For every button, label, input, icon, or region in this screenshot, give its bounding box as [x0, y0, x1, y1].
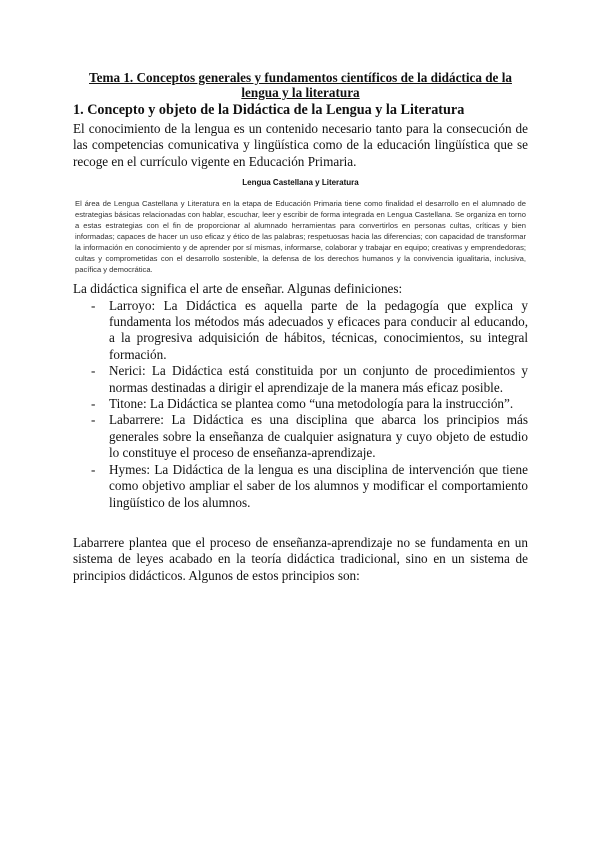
definitions-list — [73, 298, 528, 511]
spacer — [73, 511, 528, 535]
list-item — [91, 461, 528, 511]
definition-nerici: Nerici: La Didáctica está constituida por un conjunto de procedimientos y normas destinadas a dirigir el aprendizaje de la manera más eficaz posible. — [109, 363, 528, 395]
definitions-intro: La didáctica significa el arte de enseñar. Algunas definiciones: — [73, 281, 403, 297]
section-heading: 1. Concepto y objeto de la Didáctica de la Lengua y la Literatura — [73, 102, 465, 118]
list-item — [91, 412, 528, 461]
definition-titone: Titone: La Didáctica se plantea como “una metodología para la instrucción”. — [109, 396, 514, 412]
definition-labarrere: Labarrere: La Didáctica es una disciplina que abarca los principios más generales sobre la enseñanza de cualquier asignatura y cuyo objeto de estudio lo constituye el proceso de enseñanza-aprendizaje. — [109, 412, 528, 461]
list-marker: - — [91, 363, 96, 379]
closing-paragraph: Labarrere plantea que el proceso de enseñanza-aprendizaje no se fundamenta en un sistema de leyes acabado en la teoría didáctica tradicional, sino en un sistema de principios didácticos. Algunos de estos principios son: — [73, 534, 528, 583]
list-marker: - — [91, 297, 96, 313]
definition-larroyo: Larroyo: La Didáctica es aquella parte de la pedagogía que explica y fundamenta los métodos más adecuados y eficaces para conducir al educando, a la progresiva adquisición de hábitos, técnicas, conocimientos, su integral formación. — [109, 297, 528, 362]
list-marker: - — [91, 461, 96, 477]
document-title: Tema 1. Conceptos generales y fundamentos científicos de la didáctica de la lengua y la literatura — [89, 70, 512, 100]
list-marker: - — [91, 396, 96, 412]
intro-paragraph: El conocimiento de la lengua es un contenido necesario tanto para la consecución de las competencias comunicativa y lingüística como de la educación lingüística que se recoge en el currículo vigente en Educación Primaria. — [73, 121, 528, 169]
curriculum-excerpt-figure — [73, 178, 528, 275]
figure-text: El área de Lengua Castellana y Literatura en la etapa de Educación Primaria tiene como finalidad el desarrollo en el alumnado de estrategias básicas relacionadas con hablar, escuchar, leer y escribir de forma integrada en Lengua Castellana. Se organiza en torno a estas estrategias con el fin de proporcionar al alumnado herramientas para convertirlos en personas cultas, críticas y bien informadas; capaces de hacer un uso eficaz y ético de las palabras; respetuosas hacia las diferencias; con capacidad de transformar la información en conocimiento y de aprender por sí mismas, informarse, colaborar y trabajar en equipo; creativas y emprendedoras; cultas y comprometidas con el desarrollo sostenible, la defensa de los derechos humanos y la convivencia igualitaria, inclusiva, pacífica y democrática. — [75, 199, 526, 275]
list-item — [91, 363, 528, 396]
definition-hymes: Hymes: La Didáctica de la lengua es una disciplina de intervención que tiene como objetivo ampliar el saber de los alumnos y modificar el comportamiento lingüístico de los alumnos. — [109, 461, 528, 510]
list-item — [91, 396, 528, 412]
list-marker: - — [91, 412, 96, 428]
figure-caption: Lengua Castellana y Literatura — [242, 178, 359, 188]
list-item — [91, 297, 528, 364]
